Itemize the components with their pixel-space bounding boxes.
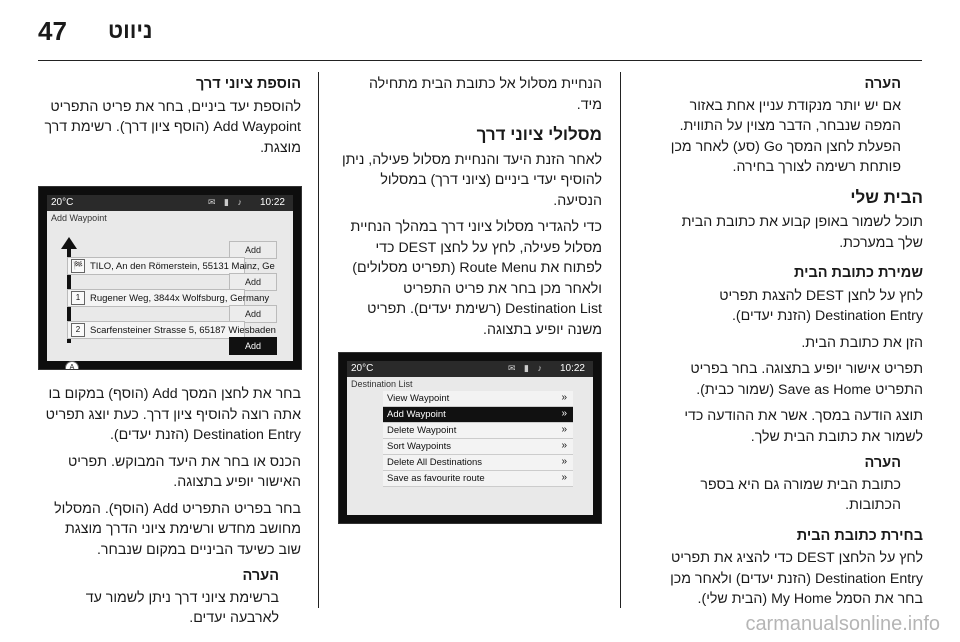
- note-block-3: [39, 566, 301, 629]
- add-button-4-selected[interactable]: Add: [229, 337, 277, 355]
- waypoint-row-destination: 🏁 TILO, An den Römerstein, 55131 Mainz, Ge: [67, 257, 245, 275]
- screen-body: [347, 377, 593, 515]
- route-guidance-text: הנחיית מסלול אל כתובת הבית מתחילה מיד.: [368, 76, 602, 113]
- save-home-step-1: לחץ על לחצן DEST להצגת תפריט Destination Entry (הזנת יעדים).: [719, 287, 923, 324]
- watermark: carmanualsonline.info: [745, 613, 940, 635]
- save-home-step-4: תוצג הודעה במסך. אשר את ההודעה כדי לשמור את כתובת הבית שלך.: [684, 408, 923, 445]
- status-icons: ✉ ▮ ♪: [508, 363, 545, 373]
- waypoint-2-icon: 2: [71, 323, 85, 337]
- column-left-lower: [39, 384, 301, 635]
- waypoint-1-icon: 1: [71, 291, 85, 305]
- chevron-right-icon: »: [561, 456, 567, 467]
- flag-icon: 🏁: [71, 259, 85, 273]
- add-button-3[interactable]: Add: [229, 305, 277, 323]
- menu-item-add-waypoint[interactable]: Add Waypoint »: [383, 407, 573, 423]
- menu-item-delete-all[interactable]: Delete All Destinations »: [383, 455, 573, 471]
- status-bar: [47, 195, 293, 211]
- clock-readout: 10:22: [259, 197, 285, 208]
- menu-item-save-favourite[interactable]: Save as favourite route »: [383, 471, 573, 487]
- add-waypoints-intro: להוספת יעד ביניים, בחר את פריט התפריט Add Waypoint (הוסף ציון דרך). רשימת דרך מוצגת.: [44, 98, 301, 156]
- menu-item-sort-waypoints[interactable]: Sort Waypoints »: [383, 439, 573, 455]
- add-waypoints-step-3: בחר בפריט התפריט Add (הוסף). המסלול מחושב מחדש ורשימת ציוני הדרך מוצגת שוב כשיעד הביניים במקום שנבחר.: [54, 500, 301, 558]
- waypoints-intro: לאחר הזנת היעד והנחיית מסלול פעילה, ניתן להוסיף יעדי ביניים (ציוני דרך) במסלול הנסיעה.: [341, 151, 602, 209]
- section-title: ניווט: [108, 18, 153, 43]
- column-divider-right: [620, 72, 621, 608]
- column-right: [663, 74, 923, 616]
- home-intro: תוכל לשמור באופן קבוע את כתובת הבית שלך במערכת.: [681, 214, 923, 251]
- chevron-right-icon: »: [561, 408, 567, 419]
- select-home-step: לחץ על הלחצן DEST כדי להציג את תפריט Destination Entry (הזנת יעדים) ולאחר מכן בחר את הסמל My Home (הבית שלי).: [670, 550, 923, 607]
- note-title: הערה: [864, 76, 901, 92]
- screen-title: Destination List: [351, 379, 413, 389]
- add-button-2[interactable]: Add: [229, 273, 277, 291]
- waypoint-row-1: 1 Rugener Weg, 3844x Wolfsburg, Germany: [67, 289, 245, 307]
- add-button-1[interactable]: Add: [229, 241, 277, 259]
- waypoints-instructions: כדי להגדיר מסלול ציוני דרך במהלך הנחיית מסלול פעילה, לחץ על לחצן DEST כדי לפתוח את Route Menu (תפריט מסלולים) ולאחר מכן בחר את פריט התפריט Destination List (רשימת יעדים). תפריט משנה יופיע בתצוגה.: [350, 219, 602, 338]
- screen-title: Add Waypoint: [51, 213, 107, 223]
- destination-list-screenshot: [338, 352, 602, 524]
- chevron-right-icon: »: [561, 440, 567, 451]
- page-number: 47: [38, 16, 67, 46]
- note-title-3: הערה: [242, 568, 279, 584]
- temperature-readout: 20°C: [351, 363, 374, 374]
- home-heading: הבית שלי: [850, 187, 923, 207]
- chevron-right-icon: »: [561, 472, 567, 483]
- column-middle: [340, 74, 602, 346]
- chevron-right-icon: »: [561, 392, 567, 403]
- add-waypoints-step-2: הכנס או בחר את היעד המבוקש. תפריט האישור יופיע בתצוגה.: [68, 453, 301, 490]
- chevron-right-icon: »: [561, 424, 567, 435]
- menu-item-view-waypoint[interactable]: View Waypoint »: [383, 391, 573, 407]
- waypoint-row-2: 2 Scarfensteiner Strasse 5, 65187 Wiesbaden: [67, 321, 245, 339]
- add-waypoint-screenshot: [38, 186, 302, 370]
- status-bar: [347, 361, 593, 377]
- save-home-step-3: תפריט אישור יופיע בתצוגה. בחר בפריט התפריט Save as Home (שמור כבית).: [690, 361, 923, 398]
- clock-readout: 10:22: [559, 363, 585, 374]
- header-divider: [38, 60, 922, 61]
- select-home-heading: בחירת כתובת הבית: [796, 527, 923, 544]
- note-title-2: הערה: [864, 455, 901, 471]
- status-icons: ✉ ▮ ♪: [208, 197, 245, 207]
- note-text-3: ברשימת ציוני דרך ניתן לשמור עד לארבעה יעדים.: [85, 589, 279, 626]
- column-divider-left: [318, 72, 319, 608]
- save-home-heading: שמירת כתובת הבית: [793, 265, 923, 281]
- column-left: [39, 74, 301, 164]
- add-waypoints-step-1: בחר את לחצן המסך Add (הוסף) במקום בו אתה רוצה להוסיף ציון דרך. כעת יוצג תפריט Destination Entry (הזנת יעדים).: [45, 386, 301, 443]
- page-header: [0, 0, 960, 62]
- note-text: אם יש יותר מנקודת עניין אחת באזור המפה שנבחר, הדבר מצוין על התווית. הפעלת לחצן המסך Go (סע) לאחר מכן פותחת רשימה לצורך בחירה.: [670, 97, 901, 175]
- note-text-2: כתובת הבית שמורה גם היא בספר הכתובות.: [700, 476, 901, 513]
- note-block: [663, 74, 923, 178]
- menu-item-delete-waypoint[interactable]: Delete Waypoint »: [383, 423, 573, 439]
- note-block-2: [663, 453, 923, 516]
- add-waypoints-heading: הוספת ציוני דרך: [196, 76, 301, 92]
- screen-body: [47, 211, 293, 370]
- waypoints-heading: מסלולי ציוני דרך: [476, 125, 602, 144]
- save-home-step-2: הזן את כתובת הבית.: [801, 334, 923, 351]
- temperature-readout: 20°C: [51, 197, 74, 208]
- start-point-icon: A: [65, 361, 79, 370]
